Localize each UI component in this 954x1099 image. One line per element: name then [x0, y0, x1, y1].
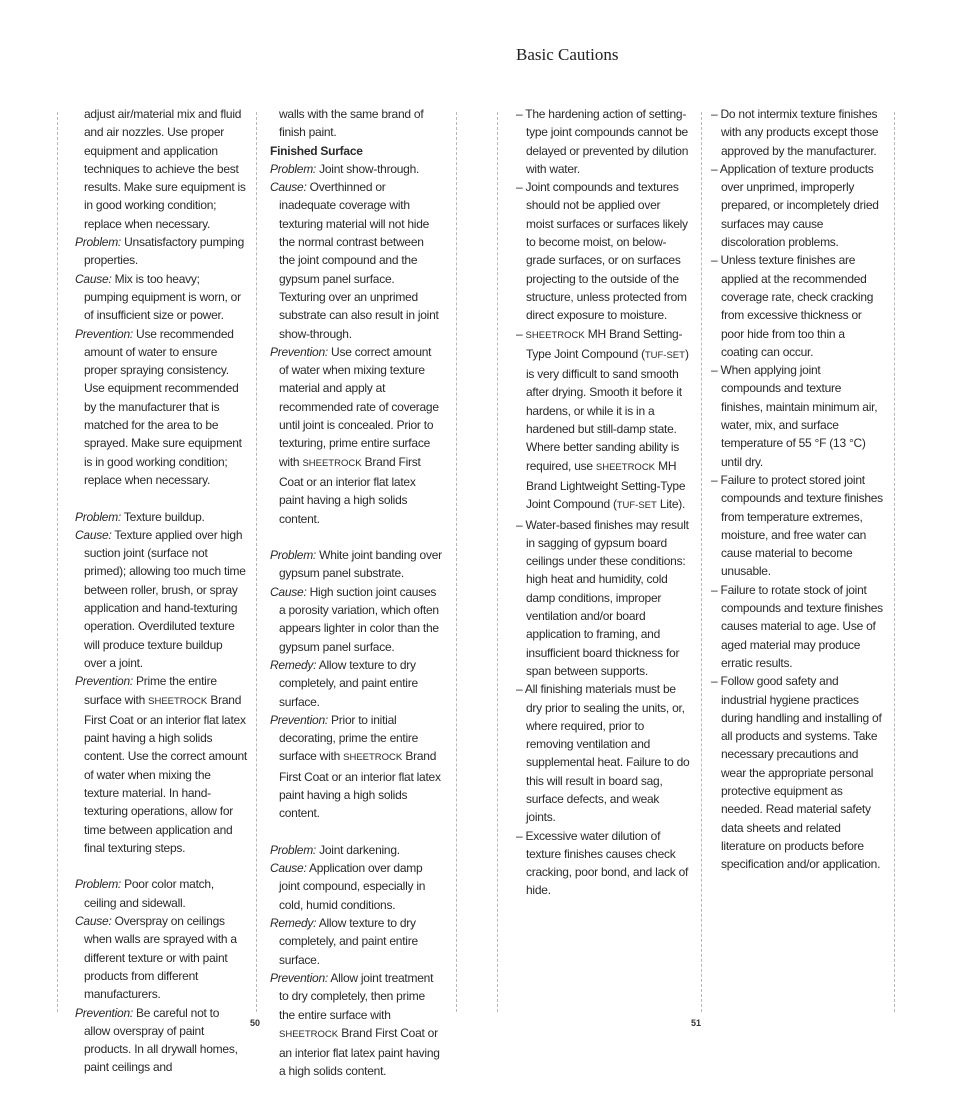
caution-bullet: – When applying joint compounds and texture finishes, maintain minimum air, water, mix, and surface temperature of 55 °F (13 °C) until dry.: [711, 363, 878, 469]
cause-label: Cause:: [75, 271, 112, 286]
prevention-label: Prevention:: [75, 1005, 133, 1020]
cause-text: Overspray on ceilings when walls are sprayed with a different texture or with paint products from different manufacturers.: [84, 914, 237, 1002]
column-divider: [256, 112, 257, 1012]
bullet-text: MH Brand Lightweight Setting-Type Joint Compound (: [526, 458, 686, 512]
prevention-label: Prevention:: [75, 674, 133, 689]
brand-name: SHEETROCK: [302, 457, 362, 469]
column-divider: [701, 112, 702, 1012]
brand-name: SHEETROCK: [279, 1028, 339, 1040]
bullet-text: ) is very difficult to sand smooth after drying. Smooth it before it hardens, or while it is in a hardened but still-damp state. Where better sanding ability is required, use: [526, 346, 689, 473]
prevention-text: Prior to initial decorating, prime the entire surface with: [279, 712, 419, 764]
remedy-text: Allow texture to dry completely, and paint entire surface.: [279, 916, 418, 967]
column-3: [516, 105, 690, 900]
column-divider: [894, 112, 895, 1012]
cause-text: Texture applied over high suction joint (surface not primed); allowing too much time between roller, brush, or spray application and hand-texturing operation. Overdiluted texture will produce texture buildup over a joint.: [84, 527, 246, 670]
caution-bullet: – Unless texture finishes are applied at the recommended coverage rate, check cracking from excessive thickness or poor hide from too thin a coating can occur.: [711, 253, 874, 359]
remedy-label: Remedy:: [270, 916, 317, 931]
section-heading: Finished Surface: [270, 143, 363, 158]
cause-text: High suction joint causes a porosity variation, which often appears lighter in color than the gypsum panel surface.: [279, 584, 439, 654]
caution-bullet: – Joint compounds and textures should not be applied over moist surfaces or surfaces likely to become moist, on below-grade surfaces, or on surfaces projecting to the outside of the structure, unless protected from direct exposure to moisture.: [516, 180, 688, 323]
troubleshooting-entry: [75, 875, 247, 1076]
brand-name: SHEETROCK: [525, 329, 585, 341]
problem-label: Problem:: [75, 235, 122, 250]
page-number-left: 50: [250, 1018, 261, 1028]
bullet-text: MH Brand Setting-Type Joint Compound (: [526, 326, 683, 361]
page-number-right: 51: [691, 1018, 702, 1028]
column-2: [270, 105, 442, 1099]
continued-paragraph: adjust air/material mix and fluid and air nozzles. Use proper equipment and application techniques to achieve the best results. Make sure equipment is in good working condition; replace when necessary.: [84, 107, 246, 231]
problem-label: Problem:: [270, 548, 317, 563]
page-header-title: Basic Cautions: [516, 45, 619, 64]
cause-label: Cause:: [75, 527, 112, 542]
bullet-text: Lite).: [659, 497, 686, 512]
cause-label: Cause:: [270, 584, 307, 599]
brand-name: SHEETROCK: [148, 695, 208, 707]
prevention-text: Be careful not to allow overspray of paint products. In all drywall homes, paint ceilings and: [84, 1005, 238, 1075]
cause-label: Cause:: [75, 914, 112, 929]
cause-label: Cause:: [270, 180, 307, 195]
problem-text: Unsatisfactory pumping properties.: [84, 235, 245, 268]
troubleshooting-entry: [270, 546, 442, 822]
column-divider: [497, 112, 498, 1012]
troubleshooting-entry: [270, 841, 442, 1081]
column-divider: [57, 112, 58, 1012]
continued-paragraph: walls with the same brand of finish paint.: [279, 107, 424, 140]
caution-bullet: – All finishing materials must be dry prior to sealing the units, or, where required, prior to removing ventilation and supplemental heat. Failure to do this will result in board sag, surface defects, and weak joints.: [516, 682, 690, 825]
column-1: [75, 105, 247, 1095]
brand-name: SHEETROCK: [343, 752, 403, 764]
problem-text: Joint darkening.: [319, 842, 400, 857]
caution-bullet: – Application of texture products over unprimed, improperly prepared, or incompletely dried surfaces may cause discoloration problems.: [711, 161, 879, 250]
bullet-dash: –: [516, 326, 523, 341]
problem-label: Problem:: [270, 161, 317, 176]
troubleshooting-entry: [75, 508, 247, 858]
problem-text: Joint show-through.: [319, 161, 420, 176]
brand-name: TUF-SET: [644, 349, 685, 361]
cause-text: Mix is too heavy; pumping equipment is worn, or of insufficient size or power.: [84, 271, 241, 323]
cause-label: Cause:: [270, 861, 307, 876]
caution-bullet: – The hardening action of setting-type joint compounds cannot be delayed or prevented by dilution with water.: [516, 107, 689, 176]
problem-text: Texture buildup.: [123, 509, 205, 524]
caution-bullet: – Do not intermix texture finishes with any products except those approved by the manufacturer.: [711, 107, 879, 158]
problem-text: White joint banding over gypsum panel substrate.: [279, 548, 442, 581]
caution-bullet: – Failure to rotate stock of joint compounds and texture finishes causes material to age. Use of aged material may produce erratic results.: [711, 582, 883, 670]
prevention-label: Prevention:: [270, 970, 328, 985]
caution-bullet: – Failure to protect stored joint compounds and texture finishes from temperature extremes, moisture, and free water can cause material to become unusable.: [711, 472, 883, 579]
column-4: [711, 105, 883, 873]
prevention-label: Prevention:: [270, 712, 328, 727]
column-divider: [456, 112, 457, 1012]
caution-bullet: [516, 325, 690, 516]
troubleshooting-entry: [75, 233, 247, 489]
remedy-text: Allow texture to dry completely, and paint entire surface.: [279, 657, 418, 709]
caution-bullet: – Follow good safety and industrial hygiene practices during handling and installing of all products and systems. Take necessary precautions and wear the appropriate personal protective equipment as needed. Read material safety data sheets and related literature on products before specification and/or application.: [711, 674, 882, 872]
prevention-label: Prevention:: [270, 344, 328, 359]
brand-name: SHEETROCK: [595, 461, 656, 473]
caution-bullet: – Excessive water dilution of texture finishes causes check cracking, poor bond, and lack of hide.: [516, 828, 689, 898]
problem-text: Poor color match, ceiling and sidewall.: [84, 877, 214, 910]
brand-name: TUF-SET: [616, 500, 657, 512]
prevention-text: Brand First Coat or an interior flat latex paint having a high solids content. Use the correct amount of water when mixing the texture material. In hand-texturing operations, allow for time between application and final texturing steps.: [84, 692, 248, 855]
prevention-text: Brand First Coat or an interior flat latex paint having a high solids content.: [279, 1025, 440, 1079]
caution-bullet: – Water-based finishes may result in sagging of gypsum board ceilings under these conditions: high heat and humidity, cold damp conditions, improper ventilation and/or board application to framing, and insufficient board thickness for span between supports.: [516, 517, 689, 678]
prevention-text: Use correct amount of water when mixing texture material and apply at recommended rate of coverage until joint is concealed. Prior to texturing, prime entire surface with: [279, 344, 439, 469]
prevention-text: Brand First Coat or an interior flat latex paint having a high solids content.: [279, 454, 421, 526]
problem-label: Problem:: [270, 842, 317, 857]
cause-text: Overthinned or inadequate coverage with texturing material will not hide the normal contrast between the joint compound and the gypsum panel surface. Texturing over an unprimed substrate can also result in joint show-through.: [279, 180, 439, 341]
problem-label: Problem:: [75, 509, 122, 524]
prevention-text: Allow joint treatment to dry completely, then prime the entire surface with: [279, 970, 434, 1022]
prevention-text: Prime the entire surface with: [84, 674, 217, 707]
problem-label: Problem:: [75, 877, 122, 892]
prevention-text: Use recommended amount of water to ensure proper spraying consistency. Use equipment recommended by the manufacturer that is matched for the area to be sprayed. Make sure equipment is in good working condition; replace when necessary.: [84, 326, 242, 487]
cause-text: Application over damp joint compound, especially in cold, humid conditions.: [279, 861, 426, 912]
remedy-label: Remedy:: [270, 657, 317, 672]
troubleshooting-entry: [270, 160, 442, 528]
prevention-text: Brand First Coat or an interior flat latex paint having a high solids content.: [279, 749, 441, 821]
prevention-label: Prevention:: [75, 326, 133, 341]
